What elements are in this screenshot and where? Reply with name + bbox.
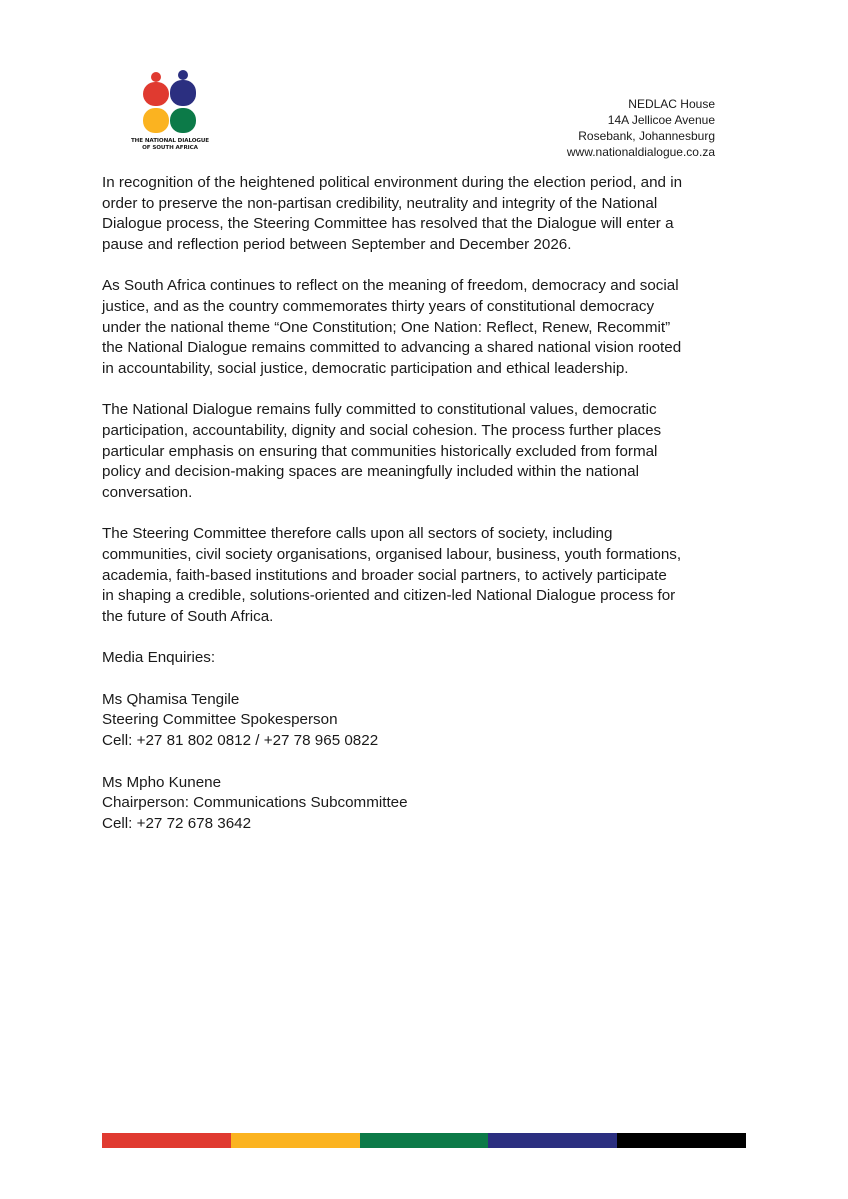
logo-green-body xyxy=(170,108,196,133)
media-enquiries-heading: Media Enquiries: xyxy=(102,649,216,667)
logo-wordmark xyxy=(113,138,227,152)
logo-line-1: THE NATIONAL DIALOGUE xyxy=(130,138,210,144)
address-building: NEDLAC House xyxy=(628,97,715,111)
logo-blue-head xyxy=(178,70,188,80)
paragraph-constitutional-values: The National Dialogue remains fully committed to constitutional values, democratic participation, accountability, dignity and social cohesion. The process further places particular emphasis on ensuring that communities historically excluded from formal policy and decision-making spaces are meaningfully included within the national conversation. xyxy=(102,401,662,501)
footer-bar-segment-blue xyxy=(488,1133,617,1148)
logo-red-head xyxy=(151,72,161,82)
footer-color-bar xyxy=(102,1133,746,1148)
contact-spokesperson xyxy=(102,690,752,752)
paragraph-call-to-participate: The Steering Committee therefore calls upon all sectors of society, including communities, civil society organisations, organised labour, business, youth formations, academia, faith-based institutions and broader social partners, to actively participate in shaping a credible, solutions-oriented and citizen-led National Dialogue process for the future of South Africa. xyxy=(102,525,682,625)
address-street: 14A Jellicoe Avenue xyxy=(607,113,715,127)
contact-name: Ms Qhamisa Tengile xyxy=(102,690,240,708)
logo-red-body xyxy=(143,82,169,106)
contact-cell: Cell: +27 81 802 0812 / +27 78 965 0822 xyxy=(102,732,379,750)
contact-name: Ms Mpho Kunene xyxy=(102,773,222,791)
logo-figures-icon xyxy=(113,58,227,138)
paragraph-freedom-reflection: As South Africa continues to reflect on the meaning of freedom, democracy and social justice, and as the country commemorates thirty years of constitutional democracy under the national theme “One Constitution; One Nation: Reflect, Renew, Recommit” the National Dialogue remains committed to advancing a shared national vision rooted in accountability, social justice, democratic participation and ethical leadership. xyxy=(102,277,682,377)
contact-cell: Cell: +27 72 678 3642 xyxy=(102,814,252,832)
logo-blue-body xyxy=(170,80,196,106)
contact-chairperson xyxy=(102,773,752,835)
footer-bar-segment-green xyxy=(360,1133,489,1148)
address-city: Rosebank, Johannesburg xyxy=(578,129,715,143)
national-dialogue-logo xyxy=(113,58,227,166)
contact-role: Chairperson: Communications Subcommittee xyxy=(102,794,408,812)
logo-line-2: OF SOUTH AFRICA xyxy=(142,145,198,151)
contact-role: Steering Committee Spokesperson xyxy=(102,711,338,729)
footer-bar-segment-black xyxy=(617,1133,746,1148)
logo-yellow-body xyxy=(143,108,169,133)
footer-bar-segment-yellow xyxy=(231,1133,360,1148)
address-website: www.nationaldialogue.co.za xyxy=(566,145,715,159)
paragraph-pause-period: In recognition of the heightened political environment during the election period, and in order to preserve the non-partisan credibility, neutrality and integrity of the National Dialogue process, the Steering Committee has resolved that the Dialogue will enter a pause and reflection period between September and December 2026. xyxy=(102,174,683,253)
address-block xyxy=(567,96,715,160)
statement-body xyxy=(102,173,752,855)
footer-bar-segment-red xyxy=(102,1133,231,1148)
